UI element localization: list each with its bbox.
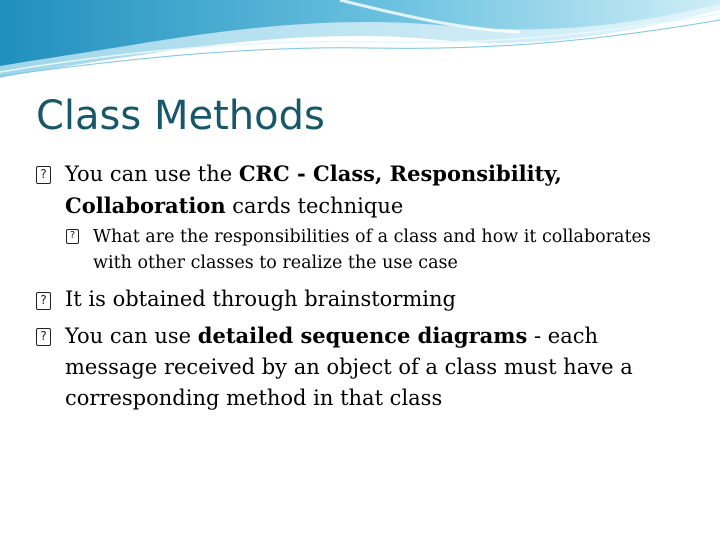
header-wave-decoration — [0, 0, 720, 90]
bullet-icon: ? — [36, 328, 51, 346]
bullet-text: - each message received by an object of a class must have a corresponding method in that class — [65, 324, 633, 410]
bullet-icon: ? — [66, 229, 79, 244]
bullet-text: You can use — [65, 324, 198, 348]
bullet-text: You can use the — [65, 162, 239, 186]
bullet-text: What are the responsibilities of a class and how it collaborates with other classes to realize the use case — [93, 227, 651, 273]
bullet-text-bold: detailed sequence diagrams — [197, 323, 528, 348]
bullet-text-bold: CRC - Class, Responsibility, Collaboration — [65, 161, 562, 218]
bullet-icon: ? — [36, 292, 51, 310]
bullet-item — [36, 284, 686, 315]
bullet-text: cards technique — [225, 194, 404, 218]
bullet-item — [36, 320, 686, 414]
bullet-text: It is obtained through brainstorming — [65, 287, 456, 311]
bullet-icon: ? — [36, 166, 51, 184]
sub-bullet-item — [66, 224, 686, 276]
slide-body — [36, 158, 686, 414]
slide-title: Class Methods — [36, 93, 325, 139]
bullet-item — [36, 158, 686, 222]
